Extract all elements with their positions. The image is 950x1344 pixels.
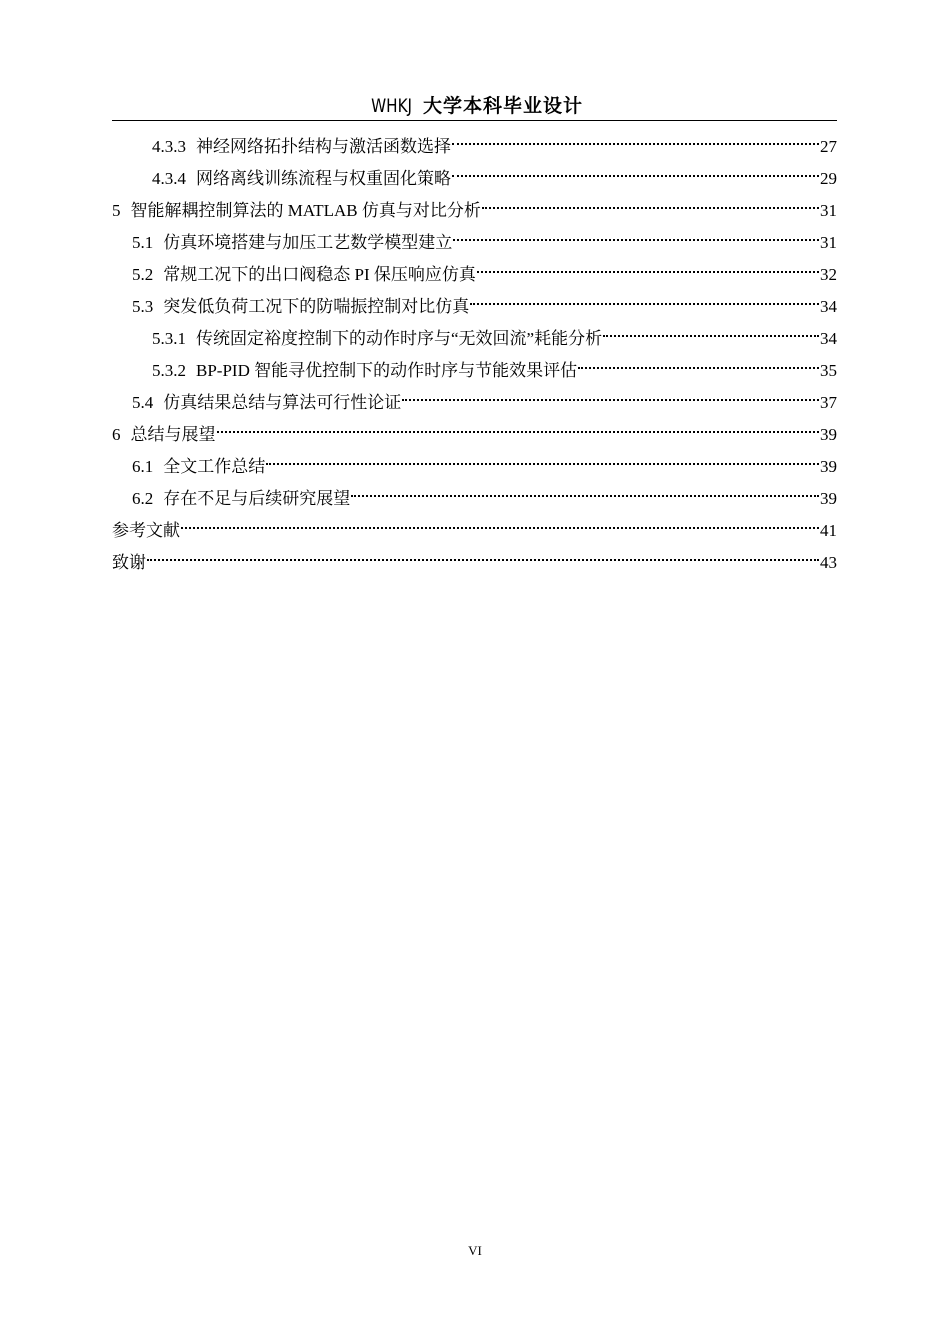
- toc-entry-title: 参考文献: [112, 521, 180, 540]
- toc-dot-leader: [477, 270, 819, 273]
- toc-entry-page: 27: [820, 137, 837, 156]
- toc-entry-number: 6.2: [132, 489, 154, 508]
- toc-entry-title: 神经网络拓扑结构与激活函数选择: [196, 137, 451, 156]
- toc-entry-number: 5.1: [132, 233, 154, 252]
- toc-entry[interactable]: [112, 419, 837, 451]
- toc-entry[interactable]: [112, 195, 837, 227]
- toc-entry-number: 5: [112, 201, 121, 220]
- toc-entry-page: 41: [820, 521, 837, 540]
- toc-entry-number: 5.3.2: [152, 361, 186, 380]
- toc-entry-title: 全文工作总结: [163, 457, 266, 476]
- toc-entry[interactable]: [112, 323, 837, 355]
- toc-entry-number: 6: [112, 425, 121, 444]
- toc-entry-page: 31: [820, 233, 837, 252]
- toc-entry[interactable]: [112, 259, 837, 291]
- toc-dot-leader: [603, 334, 819, 337]
- toc-entry-title: 存在不足与后续研究展望: [163, 489, 351, 508]
- toc-entry-number: 5.2: [132, 265, 154, 284]
- toc-entry-page: 37: [820, 393, 837, 412]
- toc-entry-page: 32: [820, 265, 837, 284]
- toc-dot-leader: [147, 558, 819, 561]
- toc-entry-title: 智能解耦控制算法的 MATLAB 仿真与对比分析: [130, 201, 481, 220]
- toc-entry-title: 仿真结果总结与算法可行性论证: [163, 393, 402, 412]
- toc-entry-page: 35: [820, 361, 837, 380]
- toc-dot-leader: [453, 238, 819, 241]
- toc-entry-page: 39: [820, 425, 837, 444]
- toc-entry-title: 突发低负荷工况下的防喘振控制对比仿真: [163, 297, 470, 316]
- toc-dot-leader: [266, 462, 819, 465]
- toc-entry-number: 4.3.3: [152, 137, 186, 156]
- toc-entry-page: 39: [820, 457, 837, 476]
- toc-dot-leader: [452, 142, 819, 145]
- header-rule: [112, 120, 837, 121]
- toc-entry-page: 34: [820, 329, 837, 348]
- page-header: [112, 93, 837, 119]
- toc-entry[interactable]: [112, 163, 837, 195]
- toc-entry-number: 5.3: [132, 297, 154, 316]
- toc-dot-leader: [217, 430, 820, 433]
- toc-entry-page: 39: [820, 489, 837, 508]
- toc-entry-number: 6.1: [132, 457, 154, 476]
- toc-entry-title: 仿真环境搭建与加压工艺数学模型建立: [163, 233, 453, 252]
- toc-entry[interactable]: [112, 291, 837, 323]
- toc-entry-page: 34: [820, 297, 837, 316]
- toc-entry[interactable]: [112, 131, 837, 163]
- toc-entry[interactable]: [112, 227, 837, 259]
- toc-entry-page: 43: [820, 553, 837, 572]
- toc-entry[interactable]: [112, 483, 837, 515]
- table-of-contents: [112, 131, 837, 579]
- toc-entry-title: 常规工况下的出口阀稳态 PI 保压响应仿真: [163, 265, 476, 284]
- toc-entry-title: 总结与展望: [130, 425, 216, 444]
- toc-entry[interactable]: [112, 355, 837, 387]
- toc-entry[interactable]: [112, 387, 837, 419]
- toc-entry-title: 传统固定裕度控制下的动作时序与“无效回流”耗能分析: [196, 329, 603, 348]
- toc-entry-title: 致谢: [112, 553, 146, 572]
- toc-entry[interactable]: [112, 451, 837, 483]
- toc-entry[interactable]: [112, 515, 837, 547]
- toc-entry-number: 4.3.4: [152, 169, 186, 188]
- toc-entry-page: 29: [820, 169, 837, 188]
- toc-entry[interactable]: [112, 547, 837, 579]
- header-school-code: WHKJ: [371, 95, 413, 117]
- toc-entry-number: 5.3.1: [152, 329, 186, 348]
- toc-dot-leader: [470, 302, 819, 305]
- toc-dot-leader: [181, 526, 819, 529]
- toc-entry-title: BP-PID 智能寻优控制下的动作时序与节能效果评估: [196, 361, 578, 380]
- toc-entry-number: 5.4: [132, 393, 154, 412]
- toc-dot-leader: [452, 174, 819, 177]
- toc-entry-page: 31: [820, 201, 837, 220]
- toc-dot-leader: [482, 206, 819, 209]
- header-title: 大学本科毕业设计: [422, 96, 583, 117]
- toc-dot-leader: [578, 366, 819, 369]
- toc-entry-title: 网络离线训练流程与权重固化策略: [196, 169, 451, 188]
- toc-dot-leader: [351, 494, 819, 497]
- page-number: VI: [468, 1243, 482, 1258]
- toc-dot-leader: [402, 398, 819, 401]
